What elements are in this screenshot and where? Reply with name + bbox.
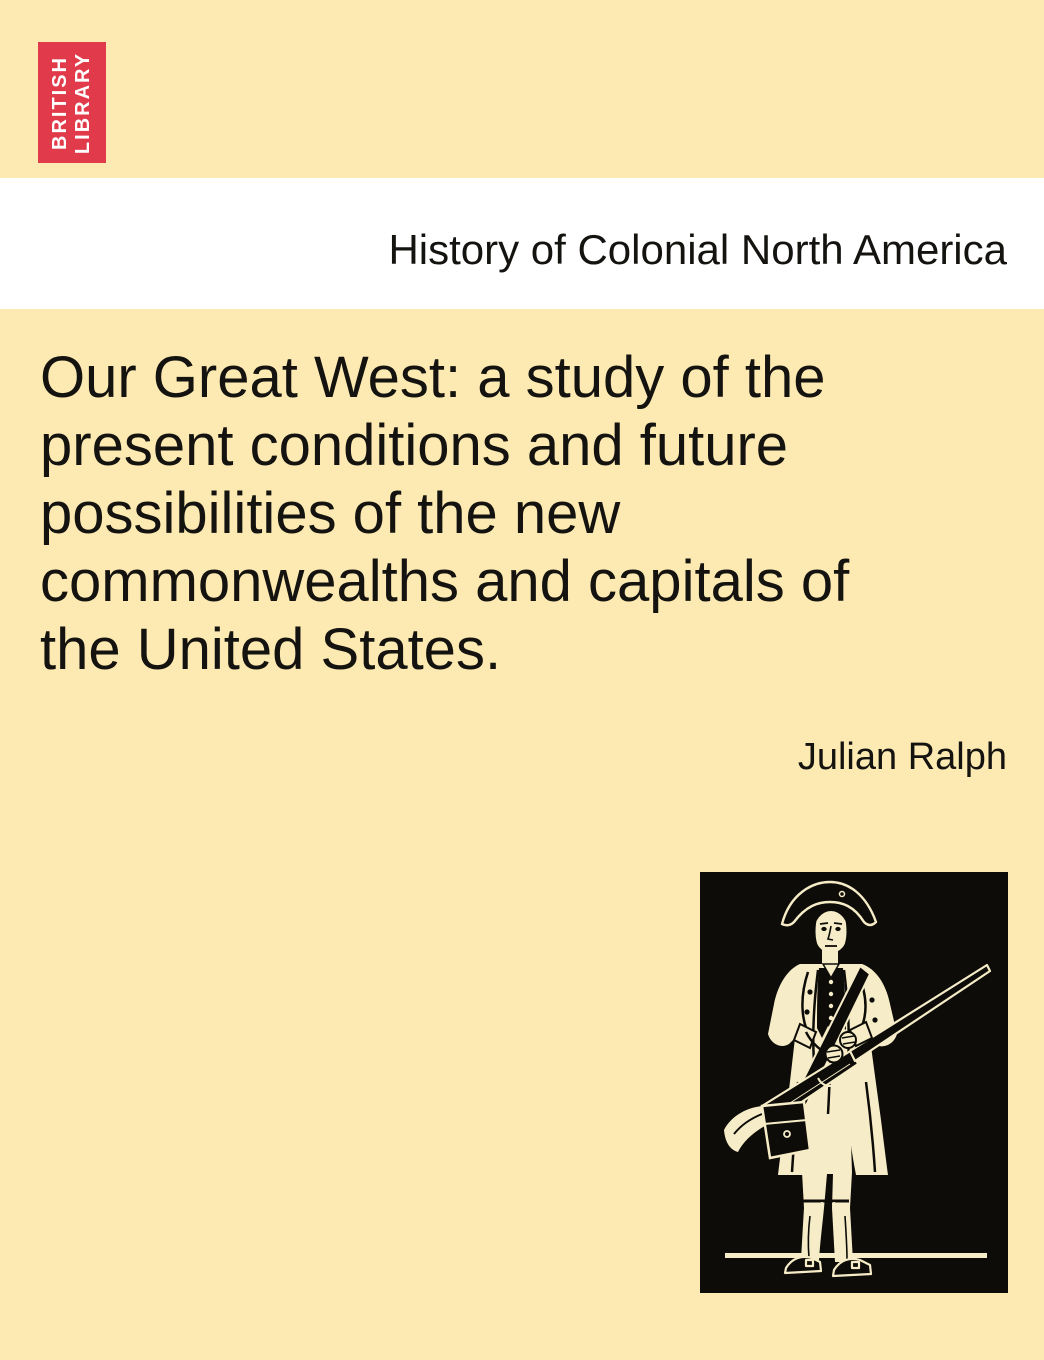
satchel-bag: [762, 1102, 810, 1158]
ground-line: [725, 1253, 987, 1258]
logo-line-british: BRITISH: [49, 55, 71, 150]
author-name: Julian Ralph: [797, 736, 1007, 778]
logo-line-library: LIBRARY: [72, 51, 94, 154]
series-title: History of Colonial North America: [388, 225, 1007, 273]
title-line: Our Great West: a study of the: [40, 345, 826, 410]
british-library-logo-text: [49, 51, 95, 153]
title-line: the United States.: [40, 617, 502, 682]
title-line: possibilities of the new: [40, 481, 621, 546]
british-library-logo: [38, 42, 106, 163]
title-line: present conditions and future: [40, 413, 789, 478]
series-band: [0, 178, 1044, 309]
minuteman-illustration: [700, 872, 1008, 1293]
book-title: [40, 344, 849, 684]
minuteman-icon: [700, 872, 1008, 1293]
title-line: commonwealths and capitals of: [40, 549, 850, 614]
